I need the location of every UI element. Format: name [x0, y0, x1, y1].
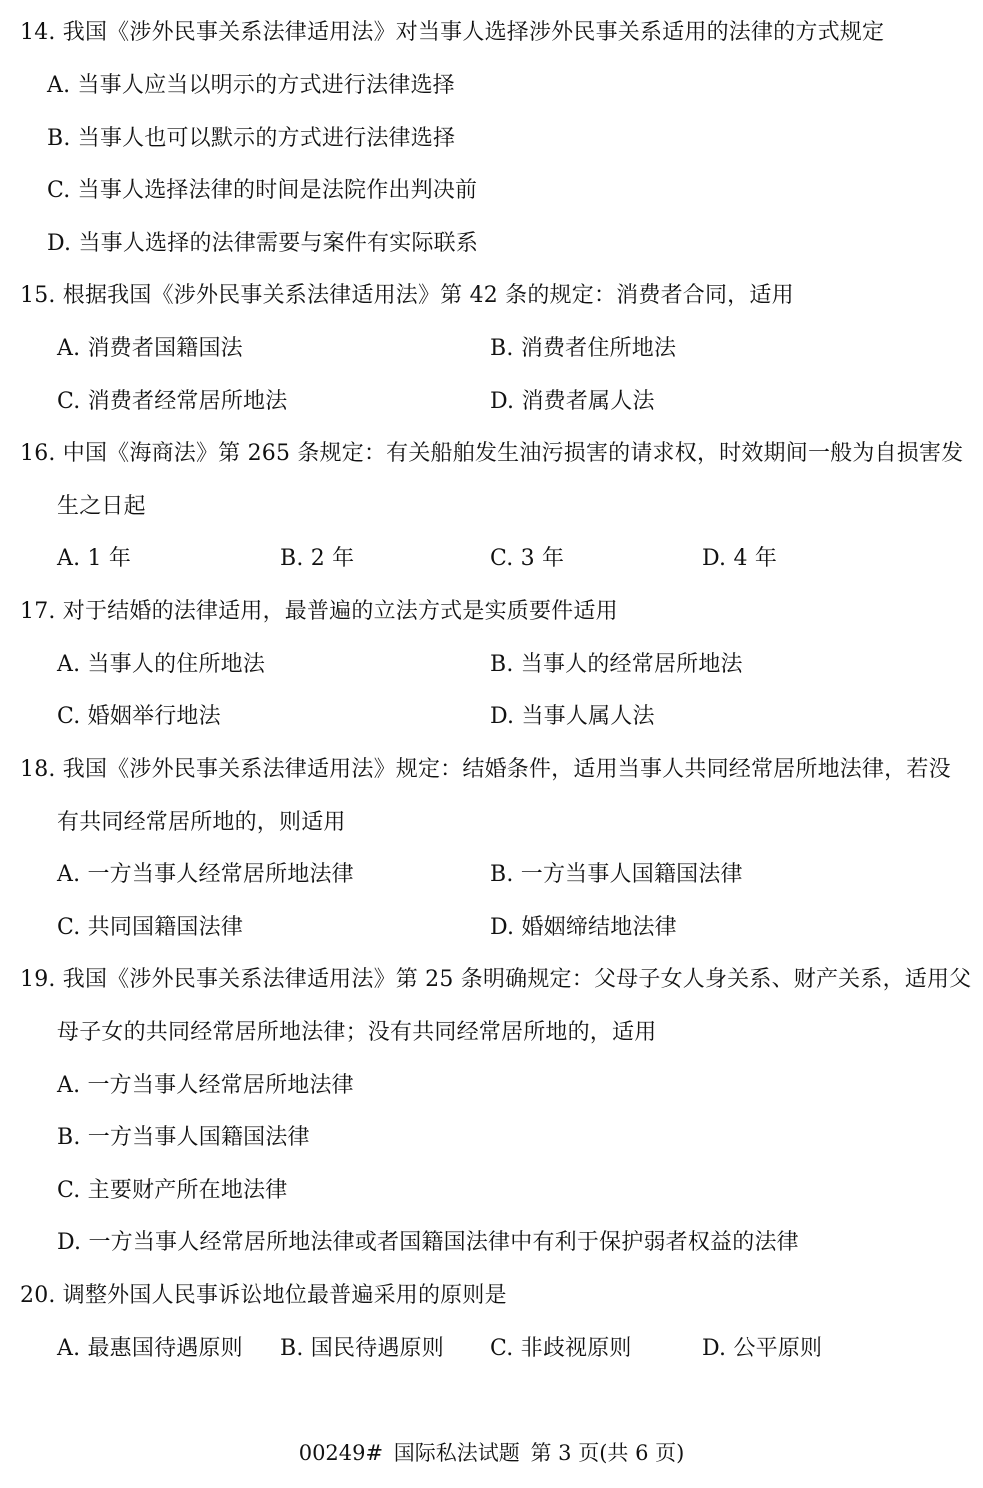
question-15-option-c: C. 消费者经常居所地法 [57, 389, 288, 414]
question-15-stem: 15. 根据我国《涉外民事关系法律适用法》第 42 条的规定：消费者合同，适用 [20, 283, 794, 308]
question-14-option-a: A. 当事人应当以明示的方式进行法律选择 [47, 73, 455, 98]
question-20-stem: 20. 调整外国人民事诉讼地位最普遍采用的原则是 [20, 1283, 507, 1308]
question-16-option-d: D. 4 年 [702, 546, 778, 571]
question-16-stem-continued: 生之日起 [57, 494, 146, 519]
page-footer [0, 1438, 983, 1468]
question-16-option-c: C. 3 年 [490, 546, 565, 571]
question-17-stem: 17. 对于结婚的法律适用，最普遍的立法方式是实质要件适用 [20, 599, 618, 624]
question-19-stem-continued: 母子女的共同经常居所地法律；没有共同经常居所地的，适用 [57, 1020, 657, 1045]
question-17-option-c: C. 婚姻举行地法 [57, 704, 221, 729]
exam-code: 00249# [298, 1441, 384, 1465]
question-18-option-b: B. 一方当事人国籍国法律 [490, 862, 743, 887]
question-16-option-b: B. 2 年 [280, 546, 355, 571]
question-15-option-b: B. 消费者住所地法 [490, 336, 677, 361]
question-17-option-a: A. 当事人的住所地法 [57, 652, 266, 677]
question-20-option-d: D. 公平原则 [702, 1336, 823, 1361]
question-14-stem: 14. 我国《涉外民事关系法律适用法》对当事人选择涉外民事关系适用的法律的方式规定 [20, 20, 885, 45]
question-19-stem: 19. 我国《涉外民事关系法律适用法》第 25 条明确规定：父母子女人身关系、财产关系，适用父 [20, 967, 972, 992]
question-20-option-b: B. 国民待遇原则 [280, 1336, 444, 1361]
question-20-option-c: C. 非歧视原则 [490, 1336, 632, 1361]
question-18-option-c: C. 共同国籍国法律 [57, 915, 244, 940]
question-18-option-d: D. 婚姻缔结地法律 [490, 915, 677, 940]
question-19-option-c: C. 主要财产所在地法律 [57, 1178, 288, 1203]
question-19-option-a: A. 一方当事人经常居所地法律 [57, 1073, 354, 1098]
question-18-stem: 18. 我国《涉外民事关系法律适用法》规定：结婚条件，适用当事人共同经常居所地法律，若没 [20, 757, 951, 782]
question-14-option-c: C. 当事人选择法律的时间是法院作出判决前 [47, 178, 478, 203]
question-18-option-a: A. 一方当事人经常居所地法律 [57, 862, 354, 887]
page-number: 第 3 页(共 6 页) [530, 1441, 685, 1465]
exam-title: 国际私法试题 [393, 1441, 520, 1465]
question-15-option-d: D. 消费者属人法 [490, 389, 655, 414]
question-14-option-d: D. 当事人选择的法律需要与案件有实际联系 [47, 231, 479, 256]
question-17-option-d: D. 当事人属人法 [490, 704, 655, 729]
question-15-option-a: A. 消费者国籍国法 [57, 336, 243, 361]
question-16-option-a: A. 1 年 [57, 546, 132, 571]
question-17-option-b: B. 当事人的经常居所地法 [490, 652, 743, 677]
question-19-option-d: D. 一方当事人经常居所地法律或者国籍国法律中有利于保护弱者权益的法律 [57, 1230, 799, 1255]
question-19-option-b: B. 一方当事人国籍国法律 [57, 1125, 310, 1150]
question-20-option-a: A. 最惠国待遇原则 [57, 1336, 243, 1361]
question-14-option-b: B. 当事人也可以默示的方式进行法律选择 [47, 126, 456, 151]
question-18-stem-continued: 有共同经常居所地的，则适用 [57, 810, 346, 835]
question-16-stem: 16. 中国《海商法》第 265 条规定：有关船舶发生油污损害的请求权，时效期间一般为自损害发 [20, 441, 964, 466]
